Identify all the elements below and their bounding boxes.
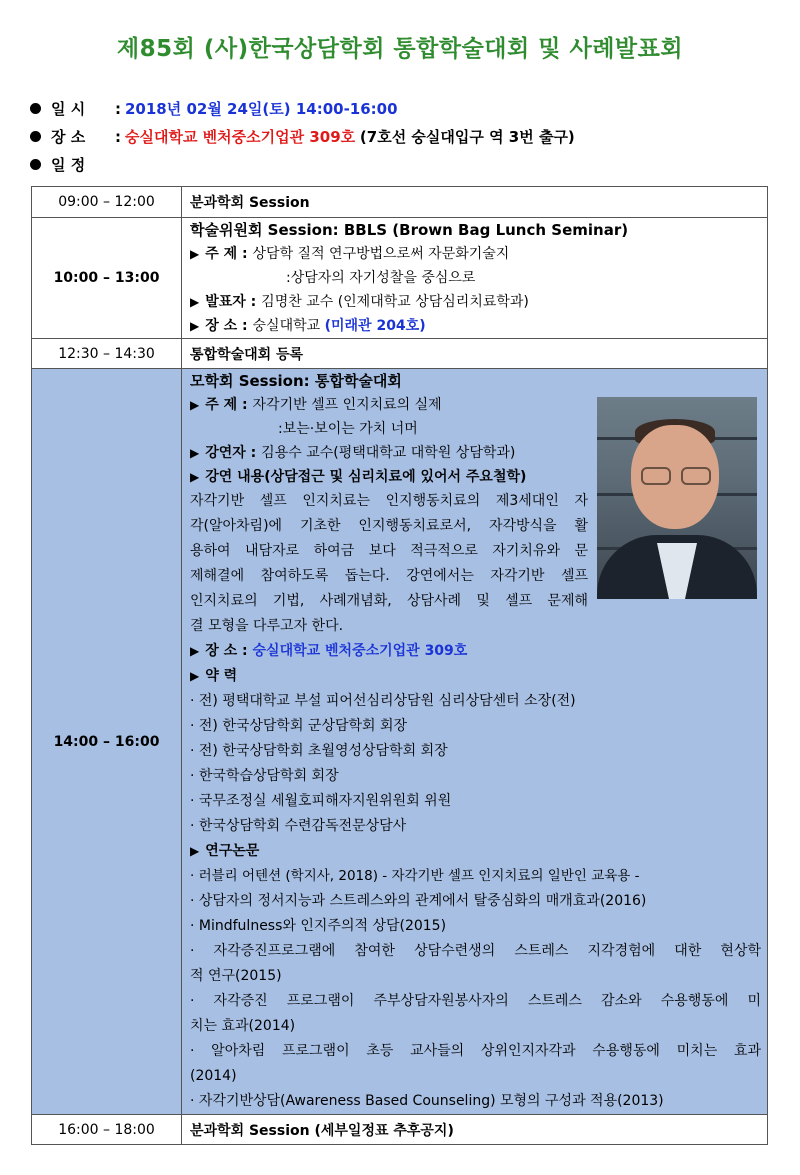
row-desc: 분과학회 Session (세부일정표 추후공지) bbox=[182, 1115, 768, 1145]
content-line: 자각기반 셀프 인지치료는 인지행동치료의 제3세대인 자 bbox=[190, 493, 588, 509]
place-line: ▶ 장 소 : 숭실대학교 (미래관 204호) bbox=[190, 318, 426, 334]
content-line: 각(알아차림)에 기초한 인지행동치료로서, 자각방식을 활 bbox=[190, 518, 588, 534]
content-line: 인지치료의 기법, 사례개념화, 상담사례 및 셀프 문제해 bbox=[190, 593, 588, 609]
topic-line: ▶ 주 제 : 자각기반 셀프 인지치료의 실제 bbox=[190, 397, 442, 413]
place-line: ▶ 장 소 : 숭실대학교 벤처중소기업관 309호 bbox=[190, 643, 468, 659]
list-item: · Mindfulness와 인지주의적 상담(2015) bbox=[190, 918, 447, 934]
list-item: · 전) 한국상담학회 군상담학회 회장 bbox=[190, 718, 408, 734]
speaker-photo bbox=[597, 397, 757, 599]
triangle-icon: ▶ bbox=[190, 247, 200, 261]
table-row bbox=[32, 1115, 768, 1145]
list-item: · 자각기반상담(Awareness Based Counseling) 모형의 구성과 적용(2013) bbox=[190, 1093, 664, 1109]
list-item: 적 연구(2015) bbox=[190, 968, 282, 984]
content-paragraph bbox=[190, 489, 588, 639]
info-schedule bbox=[30, 154, 115, 176]
list-item: · 국무조정실 세월호피해자지원위원회 위원 bbox=[190, 793, 452, 809]
career-heading: ▶ 약 력 bbox=[190, 668, 238, 684]
bullet-icon bbox=[30, 131, 41, 142]
list-item: · 한국학습상담학회 회장 bbox=[190, 768, 339, 784]
triangle-icon: ▶ bbox=[190, 669, 200, 683]
row-heading: 모학회 Session: 통합학술대회 bbox=[190, 372, 402, 390]
presenter-line: ▶ 발표자 : 김명찬 교수 (인제대학교 상담심리치료학과) bbox=[190, 294, 529, 310]
triangle-icon: ▶ bbox=[190, 470, 200, 484]
row-time: 10:00 – 13:00 bbox=[32, 218, 182, 339]
content-line: 제해결에 참여하도록 돕는다. 강연에서는 자각기반 셀프 bbox=[190, 568, 588, 584]
list-item: · 한국상담학회 수련감독전문상담사 bbox=[190, 818, 407, 834]
content-line: 용하여 내담자로 하여금 보다 적극적으로 자기치유와 문 bbox=[190, 543, 588, 559]
table-row bbox=[32, 339, 768, 369]
list-item: · 러블리 어텐션 (학지사, 2018) - 자각기반 셀프 인지치료의 일반인 교육용 - bbox=[190, 868, 640, 884]
triangle-icon: ▶ bbox=[190, 319, 200, 333]
content-line: 결 모형을 다루고자 한다. bbox=[190, 618, 344, 634]
list-item: · 상담자의 정서지능과 스트레스와의 관계에서 탈중심화의 매개효과(2016) bbox=[190, 893, 647, 909]
topic-line-2: :보는·보이는 가치 너머 bbox=[278, 421, 418, 437]
info-date-value: 2018년 02월 24일(토) 14:00-16:00 bbox=[125, 100, 398, 118]
topic-line-2: :상담자의 자기성찰을 중심으로 bbox=[286, 270, 476, 286]
topic-line: ▶ 주 제 : 상담학 질적 연구방법으로써 자문화기술지 bbox=[190, 246, 510, 262]
info-date-label: 일 시 bbox=[51, 100, 86, 118]
row-desc: 분과학회 Session bbox=[182, 187, 768, 218]
info-date: 일 시 : 2018년 02월 24일(토) 14:00-16:00 bbox=[30, 98, 398, 120]
info-place: 장 소 : 숭실대학교 벤처중소기업관 309호 (7호선 숭실대입구 역 3번 출구) bbox=[30, 126, 575, 148]
list-item: · 자각증진프로그램에 참여한 상담수련생의 스트레스 지각경험에 대한 현상학 bbox=[190, 943, 761, 959]
info-place-label: 장 소 bbox=[51, 128, 86, 146]
triangle-icon: ▶ bbox=[190, 844, 200, 858]
info-schedule-label: 일 정 bbox=[51, 156, 86, 174]
list-item: · 알아차림 프로그램이 초등 교사들의 상위인지자각과 수용행동에 미치는 효과 bbox=[190, 1043, 761, 1059]
papers-heading: ▶ 연구논문 bbox=[190, 843, 260, 859]
row-heading: 학술위원회 Session: BBLS (Brown Bag Lunch Seminar) bbox=[190, 221, 629, 239]
row-time: 14:00 – 16:00 bbox=[32, 369, 182, 1115]
table-row bbox=[32, 218, 768, 339]
row-time: 09:00 – 12:00 bbox=[32, 187, 182, 218]
schedule-table bbox=[31, 186, 768, 1145]
list-item: · 전) 평택대학교 부설 피어선심리상담원 심리상담센터 소장(전) bbox=[190, 693, 576, 709]
info-place-extra: (7호선 숭실대입구 역 3번 출구) bbox=[359, 128, 575, 146]
info-place-value: 숭실대학교 벤처중소기업관 309호 bbox=[125, 128, 356, 146]
speaker-line: ▶ 강연자 : 김용수 교수(평택대학교 대학원 상담학과) bbox=[190, 445, 516, 461]
list-item: · 자각증진 프로그램이 주부상담자원봉사자의 스트레스 감소와 수용행동에 미 bbox=[190, 993, 761, 1009]
row-time: 16:00 – 18:00 bbox=[32, 1115, 182, 1145]
triangle-icon: ▶ bbox=[190, 446, 200, 460]
triangle-icon: ▶ bbox=[190, 398, 200, 412]
page-title: 제85회 (사)한국상담학회 통합학술대회 및 사례발표회 bbox=[116, 36, 684, 62]
content-heading: ▶ 강연 내용(상담접근 및 심리치료에 있어서 주요철학) bbox=[190, 469, 527, 485]
row-time: 12:30 – 14:30 bbox=[32, 339, 182, 369]
bullet-icon bbox=[30, 159, 41, 170]
row-desc: 통합학술대회 등록 bbox=[182, 339, 768, 369]
row-desc bbox=[182, 369, 768, 1115]
triangle-icon: ▶ bbox=[190, 644, 200, 658]
list-item: 치는 효과(2014) bbox=[190, 1018, 296, 1034]
table-row bbox=[32, 369, 768, 1115]
triangle-icon: ▶ bbox=[190, 295, 200, 309]
list-item: (2014) bbox=[190, 1068, 237, 1084]
row-desc bbox=[182, 218, 768, 339]
table-row bbox=[32, 187, 768, 218]
list-item: · 전) 한국상담학회 초월영성상담학회 회장 bbox=[190, 743, 448, 759]
bullet-icon bbox=[30, 103, 41, 114]
